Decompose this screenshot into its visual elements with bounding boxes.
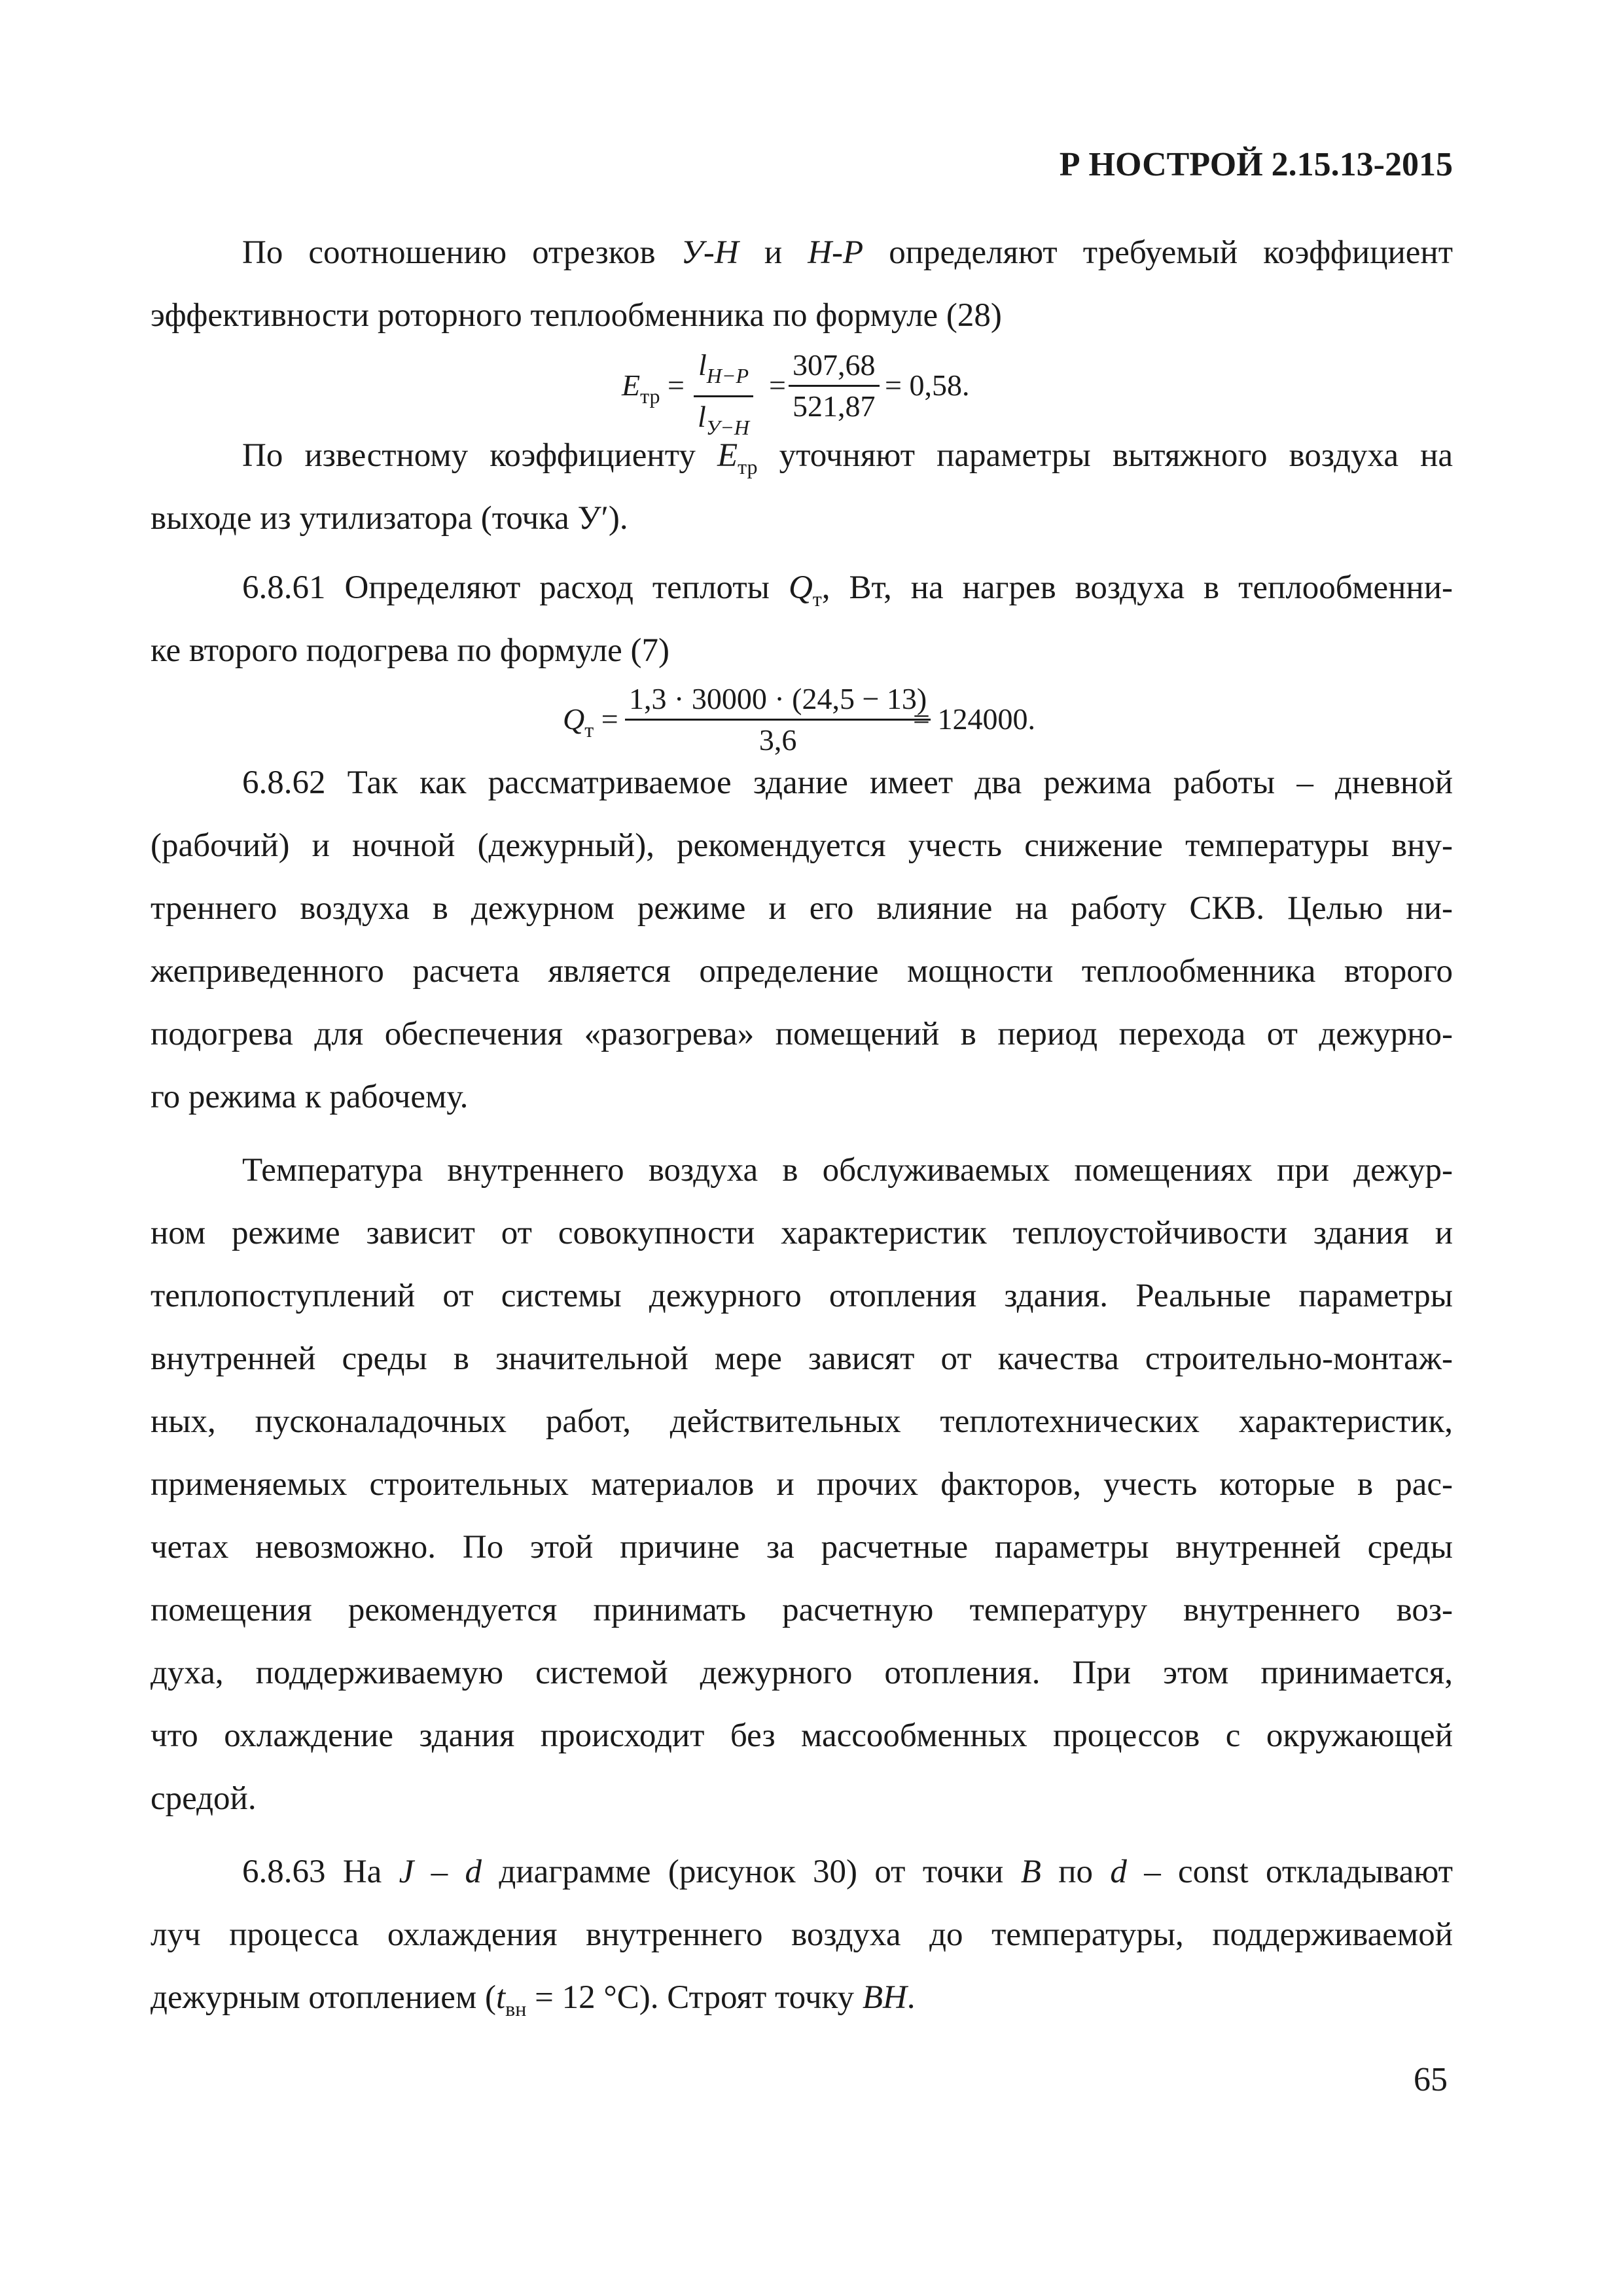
page-number: 65	[1414, 2061, 1448, 2098]
text-line: По известному коэффициенту $E_{тр}$ уточняют параметры вытяжного воздуха на	[242, 437, 1453, 478]
document-header: Р НОСТРОЙ 2.15.13-2015	[1059, 146, 1453, 183]
text-line: Температура внутреннего воздуха в обслуживаемых помещениях при дежур-	[242, 1152, 1453, 1189]
text-line: луч процесса охлаждения внутреннего воздуха до температуры, поддерживаемой	[151, 1916, 1453, 1953]
fraction-values: $\frac{307,68}{521,87}$	[789, 346, 880, 426]
text-line: средой.	[151, 1780, 257, 1817]
text-line: что охлаждение здания происходит без массообменных процессов с окружающей	[151, 1717, 1453, 1754]
formula-heat-flow: $Q_т$ = $\frac{1,3 \cdot 30000 \cdot (24,5 - 13)}{3,6}$ = 124000.	[0, 673, 1623, 764]
text-line: помещения рекомендуется принимать расчетную температуру внутреннего воз-	[151, 1592, 1453, 1628]
text-line: теплопоступлений от системы дежурного отопления здания. Реальные параметры	[151, 1278, 1453, 1314]
text-line: выходе из утилизатора (точка У′).	[151, 500, 628, 537]
text-line: дежурным отоплением ($t_{вн} = 12$ °С). Строят точку ВН.	[151, 1979, 916, 2020]
text-line: 6.8.61 Определяют расход теплоты $Q_т$, Вт, на нагрев воздуха в теплообменни-	[242, 569, 1453, 611]
text-line: треннего воздуха в дежурном режиме и его влияние на работу СКВ. Целью ни-	[151, 890, 1453, 927]
formula-efficiency: $E_{тр}$ = $l_{Н-Р}$ $l_{У-Н}$ = $\frac{307,68}{521,87}$ = 0,58.	[0, 340, 1623, 432]
text-line: жеприведенного расчета является определение мощности теплообменника второго	[151, 953, 1453, 990]
fraction-heat: $\frac{1,3 \cdot 30000 \cdot (24,5 - 13)}{3,6}$	[625, 679, 931, 760]
text-line: 6.8.62 Так как рассматриваемое здание имеет два режима работы – дневной	[242, 764, 1453, 801]
text-line: ном режиме зависит от совокупности характеристик теплоустойчивости здания и	[151, 1215, 1453, 1251]
text-line: применяемых строительных материалов и прочих факторов, учесть которые в рас-	[151, 1466, 1453, 1503]
text-line: 6.8.63 На J – d диаграмме (рисунок 30) от точки В по d – const откладывают	[242, 1854, 1454, 1890]
text-line: (рабочий) и ночной (дежурный), рекомендуется учесть снижение температуры вну-	[151, 827, 1453, 864]
text-line: четах невозможно. По этой причине за расчетные параметры внутренней среды	[151, 1529, 1453, 1566]
text-line: ных, пусконаладочных работ, действительных теплотехнических характеристик,	[151, 1403, 1453, 1440]
fraction-l: $l_{Н-Р}$ $l_{У-Н}$	[694, 346, 753, 447]
text-line: ке второго подогрева по формуле (7)	[151, 632, 669, 669]
text-line: го режима к рабочему.	[151, 1079, 469, 1115]
text-line: эффективности роторного теплообменника по формуле (28)	[151, 297, 1002, 334]
text-line: подогрева для обеспечения «разогрева» помещений в период перехода от дежурно-	[151, 1016, 1453, 1052]
text-line: внутренней среды в значительной мере зависят от качества строительно-монтаж-	[151, 1340, 1453, 1377]
text-line: духа, поддерживаемую системой дежурного отопления. При этом принимается,	[151, 1655, 1453, 1691]
text-line: По соотношению отрезков У-Н и Н-Р определяют требуемый коэффициент	[242, 234, 1453, 271]
